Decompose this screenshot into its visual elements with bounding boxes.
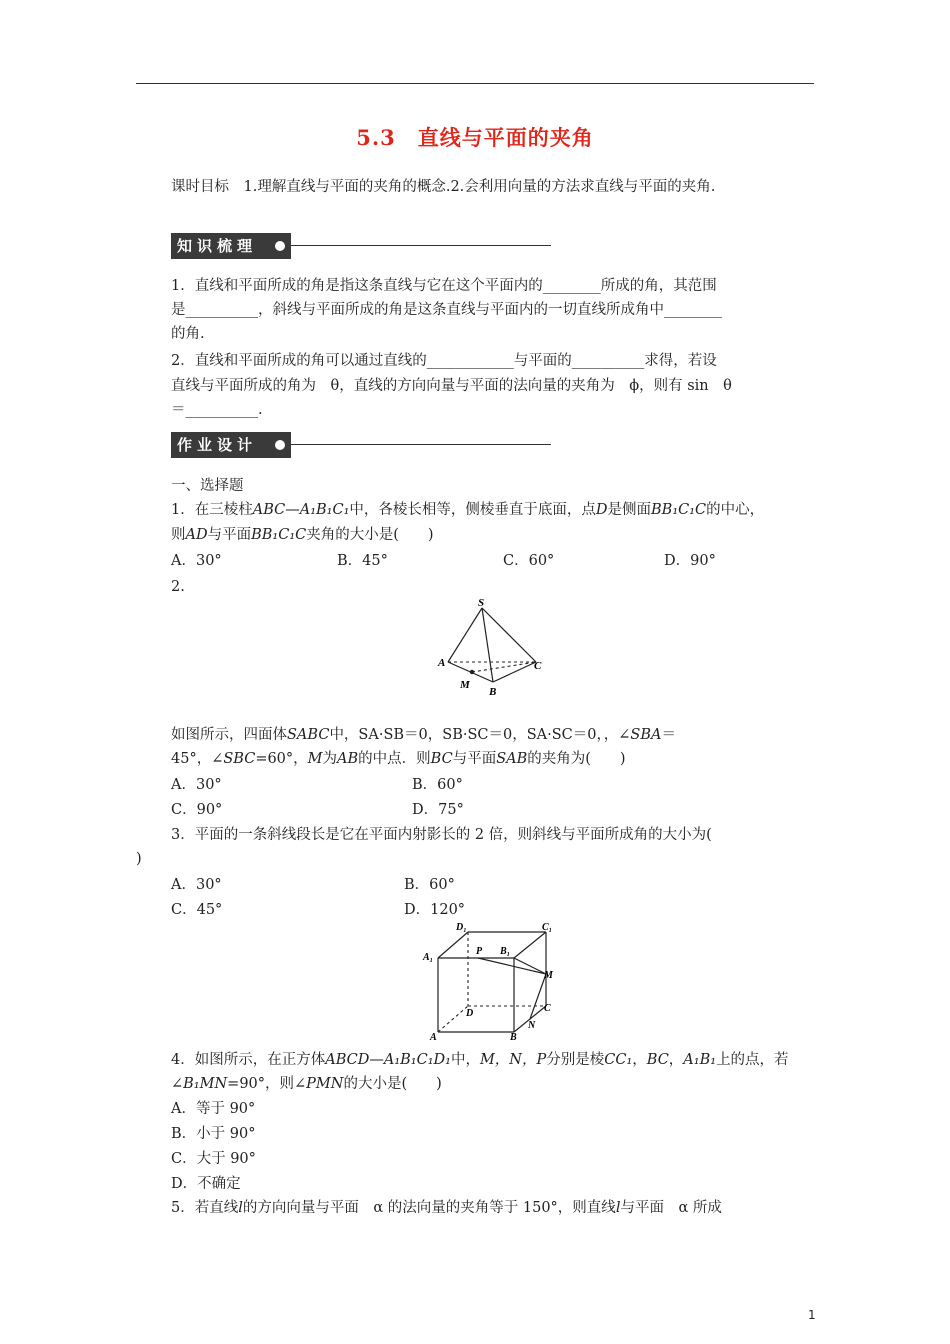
knowledge-line-4: 2．直线和平面所成的角可以通过直线的____________与平面的__________求得，若设 (171, 353, 717, 369)
fig2-label-c: C (544, 1003, 551, 1014)
question-2-line-1: 如图所示，四面体SABC中，SA·SB＝0，SB·SC＝0，SA·SC＝0，，∠SBA＝ (171, 727, 676, 743)
question-3-option-d: D．120° (404, 902, 466, 918)
fig2-label-d: D (466, 1008, 474, 1019)
fig2-label-n: N (528, 1020, 536, 1031)
question-4-line-2: ∠B₁MN=90°，则∠PMN的大小是( ) (171, 1076, 442, 1092)
question-1-line-1: 1．在三棱柱ABC—A₁B₁C₁中，各棱长相等，侧棱垂直于底面，点D是侧面BB₁C₁C的中心， (171, 502, 765, 518)
fig2-label-b1: B₁ (500, 946, 511, 957)
question-3-option-c: C．45° (171, 902, 223, 918)
fig2-label-d1: D₁ (456, 922, 467, 933)
page-title: 5.3 直线与平面的夹角 (356, 125, 594, 150)
fig2-label-a1: A₁ (423, 952, 434, 963)
question-2-option-b: B．60° (412, 777, 463, 793)
fig1-label-c: C (534, 660, 542, 672)
fig2-label-a: A (430, 1032, 437, 1042)
question-2-option-a: A．30° (171, 777, 222, 793)
tetrahedron-figure (430, 592, 560, 704)
section-rule (291, 444, 551, 445)
question-5-line-1: 5．若直线l的方向向量与平面 α 的法向量的夹角等于 150°，则直线l与平面 α 所成 (171, 1200, 722, 1216)
question-4-line-1: 4．如图所示，在正方体ABCD—A₁B₁C₁D₁中，M，N，P分别是棱CC₁，BC，A₁B₁上的点，若 (171, 1052, 789, 1068)
header-rule (136, 83, 814, 84)
knowledge-line-3: 的角. (171, 326, 205, 342)
question-4-option-a: A．等于 90° (171, 1101, 256, 1117)
fig2-label-p: P (476, 946, 483, 957)
section-homework-label: 作业设计 (171, 432, 291, 458)
question-3-line-1: 3．平面的一条斜线段长是它在平面内射影长的 2 倍，则斜线与平面所成角的大小为( (171, 827, 712, 843)
homework-heading: 一、选择题 (171, 478, 244, 494)
section-knowledge-label: 知识梳理 (171, 233, 291, 259)
knowledge-line-5: 直线与平面所成的角为 θ，直线的方向向量与平面的法向量的夹角为 ϕ，则有 sin θ (171, 378, 732, 394)
lesson-objective: 课时目标 1.理解直线与平面的夹角的概念.2.会利用向量的方法求直线与平面的夹角. (171, 179, 716, 195)
knowledge-line-6: ＝__________. (171, 402, 263, 418)
knowledge-line-2: 是__________，斜线与平面所成的角是这条直线与平面内的一切直线所成角中________ (171, 302, 722, 318)
question-3-line-2: ) (136, 851, 142, 867)
question-2-option-c: C．90° (171, 802, 223, 818)
section-rule (291, 245, 551, 246)
bullet-dot-icon (275, 241, 285, 251)
question-3-option-b: B．60° (404, 877, 455, 893)
question-3-option-a: A．30° (171, 877, 222, 893)
fig1-label-m: M (460, 679, 470, 691)
fig1-label-a: A (438, 657, 446, 669)
question-2-option-d: D．75° (412, 802, 464, 818)
question-1-option-b: B．45° (337, 553, 388, 569)
question-1-line-2: 则AD与平面BB₁C₁C夹角的大小是( ) (171, 527, 434, 543)
question-1-option-c: C．60° (503, 553, 555, 569)
fig2-label-c1: C₁ (542, 922, 553, 933)
question-2-number: 2. (171, 579, 185, 595)
question-1-option-a: A．30° (171, 553, 222, 569)
knowledge-line-1: 1．直线和平面所成的角是指这条直线与它在这个平面内的________所成的角，其范围 (171, 278, 717, 294)
question-2-line-2: 45°，∠SBC=60°，M为AB的中点．则BC与平面SAB的夹角为( ) (171, 751, 626, 767)
fig1-label-s: S (478, 597, 485, 609)
question-1-option-d: D．90° (664, 553, 716, 569)
question-4-option-b: B．小于 90° (171, 1126, 256, 1142)
fig1-label-b: B (489, 686, 497, 698)
bullet-dot-icon (275, 440, 285, 450)
fig2-label-m: M (544, 970, 553, 981)
page-number: 1 (808, 1308, 816, 1322)
question-4-option-c: C．大于 90° (171, 1151, 256, 1167)
fig2-label-b: B (510, 1032, 517, 1042)
question-4-option-d: D．不确定 (171, 1176, 241, 1192)
cube-figure (420, 918, 570, 1042)
